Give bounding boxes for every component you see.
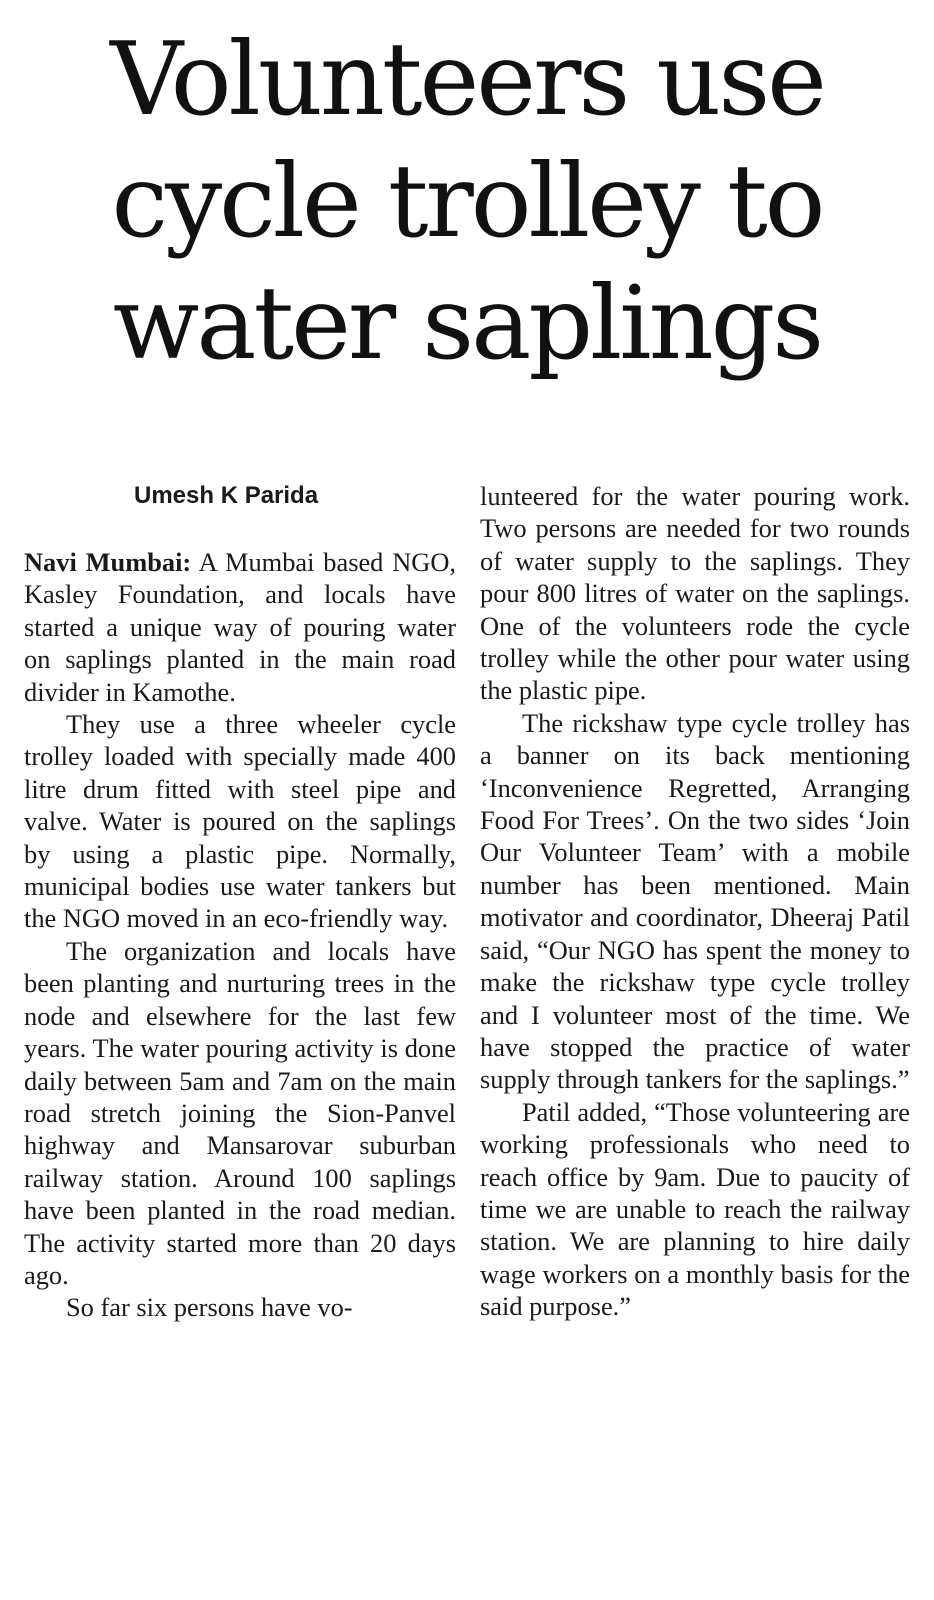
paragraph-5: The rickshaw type cycle trolley has a banner on its back mentioning ‘Inconvenience Regretted, Arranging Food For Trees’. On the two sides ‘Join Our Volunteer Team’ with a mobile number has been mentioned. Main motivator and coordinator, Dheeraj Patil said, “Our NGO has spent the money to make the rickshaw type cycle trolley and I volunteer most of the time. We have stopped the practice of water supply through tankers for the saplings.”	[480, 707, 910, 1095]
dateline: Navi Mumbai:	[24, 547, 192, 577]
paragraph-1-text: A Mumbai based NGO, Kasley Foundation, and locals have started a unique way of pouring water on saplings planted in the main road divider in Kamothe.	[24, 547, 456, 707]
paragraph-3: The organization and locals have been planting and nurturing trees in the node and elsewhere for the last few years. The water pouring activity is done daily between 5am and 7am on the main road stretch joining the Sion-Panvel highway and Mansarovar suburban railway station. Around 100 saplings have been planted in the road median. The activity started more than 20 days ago.	[24, 935, 456, 1290]
paragraph-4-continued: lunteered for the water pouring work. Two persons are needed for two rounds of water supply to the saplings. They pour 800 litres of water on the saplings. One of the volunteers rode the cycle trolley while the other pour water using the plastic pipe.	[480, 481, 910, 706]
paragraph-2: They use a three wheeler cycle trolley loaded with specially made 400 litre drum fitted with steel pipe and valve. Water is poured on the saplings by using a plastic pipe. Normally, municipal bodies use water tankers but the NGO moved in an eco-friendly way.	[24, 709, 456, 934]
article-column-left	[24, 546, 456, 1324]
paragraph-6: Patil added, “Those volunteering are working professionals who need to reach office by 9am. Due to paucity of time we are unable to reach the railway station. We are planning to hire daily wage workers on a monthly basis for the said purpose.”	[480, 1096, 910, 1322]
headline-line-1: Volunteers use	[110, 20, 824, 138]
paragraph-1	[24, 546, 456, 708]
headline-line-2: cycle trolley to	[111, 142, 823, 260]
headline-line-3: water saplings	[112, 264, 822, 382]
article-column-right	[480, 480, 910, 1323]
headline	[20, 18, 914, 384]
paragraph-4-start: So far six persons have vo-	[66, 1292, 353, 1323]
byline: Umesh K Parida	[134, 482, 319, 509]
